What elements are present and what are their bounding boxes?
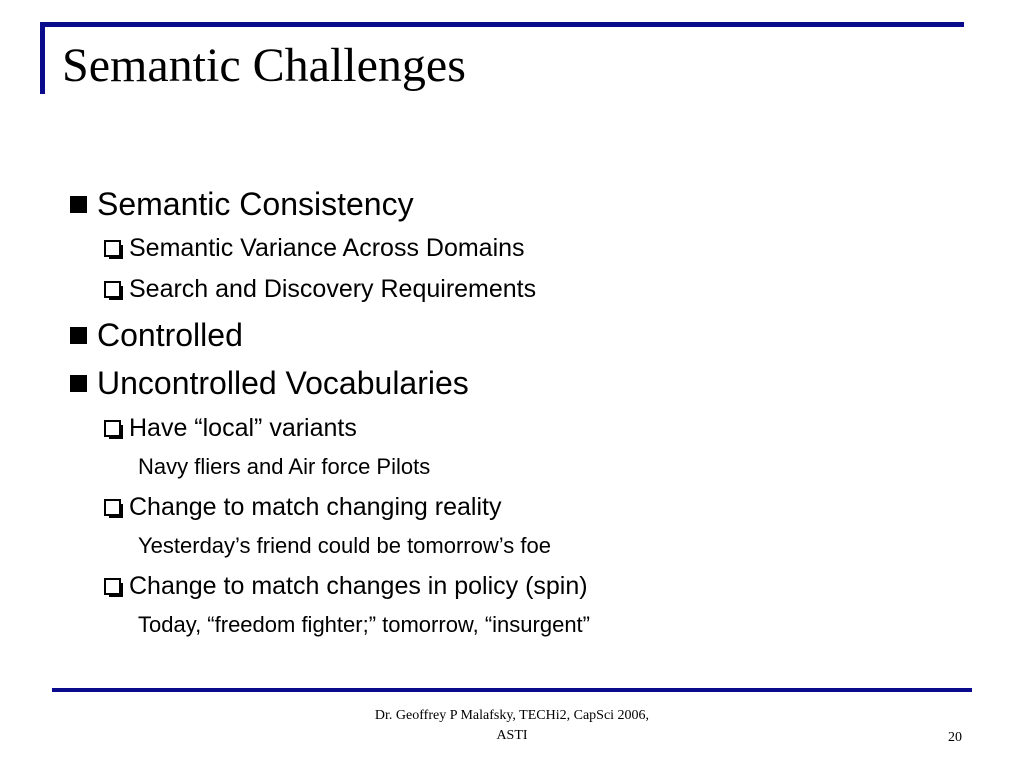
filled-square-icon	[70, 375, 87, 392]
bullet-text: Uncontrolled Vocabularies	[97, 364, 469, 401]
bullet-text: Today, “freedom fighter;” tomorrow, “insurgent”	[138, 612, 590, 637]
filled-square-icon	[70, 327, 87, 344]
list-item	[138, 610, 590, 640]
bullet-text: Semantic Variance Across Domains	[129, 233, 525, 262]
list-item	[104, 273, 536, 305]
page-number: 20	[948, 730, 962, 745]
footer-text	[312, 706, 712, 746]
filled-square-icon	[70, 196, 87, 213]
list-item	[70, 184, 414, 224]
bullet-text: Yesterday’s friend could be tomorrow’s foe	[138, 533, 551, 558]
list-item	[104, 412, 357, 444]
slide-title: Semantic Challenges	[62, 39, 466, 92]
footer-line: ASTI	[496, 728, 528, 743]
bullet-text: Navy fliers and Air force Pilots	[138, 454, 431, 479]
list-item	[104, 491, 501, 523]
footer-rule	[52, 688, 972, 692]
shadowed-box-icon	[104, 499, 121, 516]
list-item	[104, 570, 588, 602]
list-item	[138, 531, 551, 561]
list-item	[104, 232, 525, 264]
shadowed-box-icon	[104, 240, 121, 257]
list-item	[138, 452, 430, 482]
bullet-text: Change to match changes in policy (spin)	[129, 571, 588, 600]
footer-line: Dr. Geoffrey P Malafsky, TECHi2, CapSci 2006,	[374, 708, 650, 723]
bullet-text: Have “local” variants	[129, 413, 357, 442]
list-item	[70, 363, 469, 403]
shadowed-box-icon	[104, 578, 121, 595]
list-item	[70, 315, 243, 355]
shadowed-box-icon	[104, 281, 121, 298]
bullet-text: Controlled	[97, 316, 243, 353]
bullet-text: Semantic Consistency	[97, 185, 414, 222]
bullet-text: Search and Discovery Requirements	[129, 274, 537, 303]
shadowed-box-icon	[104, 420, 121, 437]
bullet-text: Change to match changing reality	[129, 492, 502, 521]
